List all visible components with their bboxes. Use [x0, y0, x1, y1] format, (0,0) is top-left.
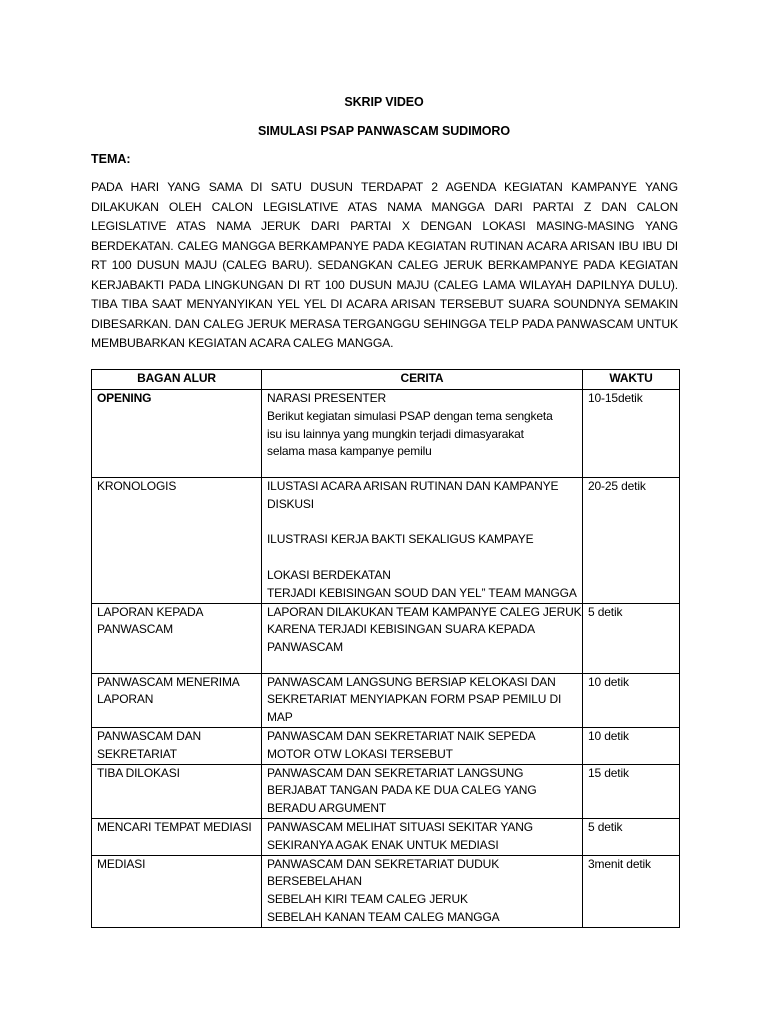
cell-waktu: 20-25 detik — [583, 478, 680, 604]
cell-waktu: 5 detik — [583, 818, 680, 855]
document-subtitle: SIMULASI PSAP PANWASCAM SUDIMORO — [258, 124, 510, 138]
table-row — [92, 818, 680, 855]
cell-bagan-alur — [92, 818, 262, 855]
cell-bagan-alur — [92, 478, 262, 604]
cell-cerita — [262, 818, 583, 855]
cerita-line: BERADU ARGUMENT — [267, 801, 387, 816]
cell-waktu: 10 detik — [583, 727, 680, 764]
table-row — [92, 603, 680, 673]
cerita-line: DISKUSI — [267, 496, 314, 511]
cerita-line: PANWASCAM LANGSUNG BERSIAP KELOKASI DAN — [267, 674, 556, 689]
cell-waktu: 5 detik — [583, 603, 680, 673]
cell-cerita — [262, 478, 583, 604]
cell-waktu: 10 detik — [583, 673, 680, 727]
cerita-line: TERJADI KEBISINGAN SOUD DAN YEL” TEAM MANGGA — [267, 585, 577, 600]
cerita-line: SEKRETARIAT MENYIAPKAN FORM PSAP PEMILU DI — [267, 692, 562, 707]
cerita-line: SEBELAH KIRI TEAM CALEG JERUK — [267, 892, 468, 907]
table-row — [92, 855, 680, 927]
cell-bagan-alur — [92, 855, 262, 927]
theme-label: TEMA: — [91, 152, 131, 166]
cerita-line: PANWASCAM DAN SEKRETARIAT DUDUK — [267, 856, 500, 871]
cerita-line: LAPORAN DILAKUKAN TEAM KAMPANYE CALEG JERUK — [267, 604, 582, 619]
document-title: SKRIP VIDEO — [344, 95, 424, 109]
alur-line: OPENING — [97, 391, 152, 405]
blank-line — [267, 549, 577, 567]
cerita-line: SEKIRANYA AGAK ENAK UNTUK MEDIASI — [267, 837, 499, 852]
cell-cerita — [262, 390, 583, 478]
script-table — [91, 369, 680, 928]
blank-line — [267, 514, 577, 532]
table-header-row — [92, 370, 680, 390]
cerita-line: MOTOR OTW LOKASI TERSEBUT — [267, 746, 453, 761]
alur-line: MENCARI TEMPAT MEDIASI — [97, 819, 252, 834]
cell-waktu: 15 detik — [583, 764, 680, 818]
cell-bagan-alur — [92, 764, 262, 818]
cerita-line: Berikut kegiatan simulasi PSAP dengan tema sengketa — [267, 408, 553, 423]
alur-line: KRONOLOGIS — [97, 479, 177, 493]
cerita-line: BERJABAT TANGAN PADA KE DUA CALEG YANG — [267, 783, 537, 798]
cell-waktu: 3menit detik — [583, 855, 680, 927]
cell-cerita — [262, 764, 583, 818]
cell-cerita — [262, 727, 583, 764]
cell-cerita — [262, 603, 583, 673]
header-waktu: WAKTU — [583, 370, 680, 390]
cerita-line: selama masa kampanye pemilu — [267, 444, 432, 459]
cerita-line: PANWASCAM — [267, 640, 343, 655]
cell-cerita — [262, 673, 583, 727]
cerita-line: PANWASCAM MELIHAT SITUASI SEKITAR YANG — [267, 819, 533, 834]
cerita-line: ILUSTRASI KERJA BAKTI SEKALIGUS KAMPAYE — [267, 532, 534, 547]
cell-bagan-alur — [92, 390, 262, 478]
alur-line: MEDIASI — [97, 856, 146, 871]
table-row — [92, 390, 680, 478]
cerita-line: PANWASCAM DAN SEKRETARIAT NAIK SEPEDA — [267, 728, 536, 743]
cerita-line: KARENA TERJADI KEBISINGAN SUARA KEPADA — [267, 622, 535, 637]
alur-line: PANWASCAM — [97, 622, 173, 637]
cerita-line: MAP — [267, 710, 293, 725]
table-row — [92, 478, 680, 604]
cell-bagan-alur — [92, 673, 262, 727]
cell-cerita — [262, 855, 583, 927]
cell-waktu: 10-15detik — [583, 390, 680, 478]
table-row — [92, 764, 680, 818]
cerita-line: PANWASCAM DAN SEKRETARIAT LANGSUNG — [267, 765, 524, 780]
alur-line: PANWASCAM DAN — [97, 728, 202, 743]
alur-line: TIBA DILOKASI — [97, 765, 180, 780]
alur-line: PANWASCAM MENERIMA — [97, 674, 240, 689]
cell-bagan-alur — [92, 603, 262, 673]
header-cerita: CERITA — [262, 370, 583, 390]
cerita-line: LOKASI BERDEKATAN — [267, 567, 391, 582]
cerita-line: ILUSTASI ACARA ARISAN RUTINAN DAN KAMPANYE — [267, 479, 559, 493]
alur-line: SEKRETARIAT — [97, 746, 177, 761]
cell-bagan-alur — [92, 727, 262, 764]
cerita-line: SEBELAH KANAN TEAM CALEG MANGGA — [267, 909, 500, 924]
alur-line: LAPORAN KEPADA — [97, 604, 204, 619]
cerita-line: NARASI PRESENTER — [267, 391, 386, 405]
cerita-line: BERSEBELAHAN — [267, 874, 362, 889]
table-row — [92, 673, 680, 727]
cerita-line: isu isu lainnya yang mungkin terjadi dimasyarakat — [267, 426, 524, 441]
table-row — [92, 727, 680, 764]
theme-paragraph: PADA HARI YANG SAMA DI SATU DUSUN TERDAPAT 2 AGENDA KEGIATAN KAMPANYE YANG DILAKUKAN OLEH CALON LEGISLATIVE ATAS NAMA MANGGA DARI PARTAI Z DAN CALON LEGISLATIVE ATAS NAMA JERUK DARI PARTAI X DENGAN LOKASI MASING-MASING YANG BERDEKATAN. CALEG MANGGA BERKAMPANYE PADA KEGIATAN RUTINAN ACARA ARISAN IBU IBU DI RT 100 DUSUN MAJU (CALEG BARU). SEDANGKAN CALEG JERUK BERKAMPANYE PADA KEGIATAN KERJABAKTI PADA LINGKUNGAN DI RT 100 DUSUN MAJU (CALEG LAMA WILAYAH DAPILNYA DULU). TIBA TIBA SAAT MENYANYIKAN YEL YEL DI ACARA ARISAN TERSEBUT SUARA SOUNDNYA SEMAKIN DIBESARKAN. DAN CALEG JERUK MERASA TERGANGGU SEHINGGA TELP PADA PANWASCAM UNTUK MEMBUBARKAN KEGIATAN ACARA CALEG MANGGA. — [91, 180, 678, 350]
alur-line: LAPORAN — [97, 692, 154, 707]
header-bagan-alur: BAGAN ALUR — [92, 370, 262, 390]
